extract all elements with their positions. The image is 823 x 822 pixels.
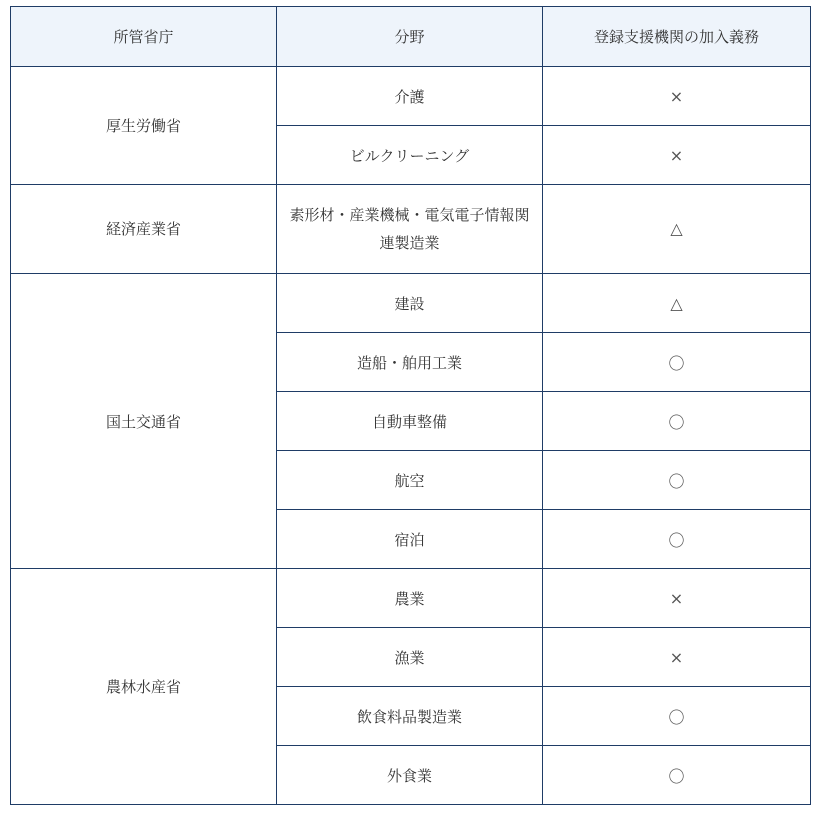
registration-support-table <box>10 6 811 805</box>
header-ministry: 所管省庁 <box>11 7 277 67</box>
header-obligation: 登録支援機関の加入義務 <box>543 7 811 67</box>
obligation-mark: 〇 <box>543 451 811 510</box>
field-cell: 航空 <box>277 451 543 510</box>
obligation-mark: × <box>543 628 811 687</box>
obligation-mark: △ <box>543 185 811 274</box>
field-cell: ビルクリーニング <box>277 126 543 185</box>
field-cell: 建設 <box>277 274 543 333</box>
obligation-mark: × <box>543 126 811 185</box>
obligation-mark: 〇 <box>543 510 811 569</box>
table-row <box>11 67 811 126</box>
ministry-cell: 経済産業省 <box>11 185 277 274</box>
header-field: 分野 <box>277 7 543 67</box>
field-cell: 漁業 <box>277 628 543 687</box>
ministry-cell: 厚生労働省 <box>11 67 277 185</box>
ministry-cell: 農林水産省 <box>11 569 277 805</box>
table-row <box>11 569 811 628</box>
field-cell: 介護 <box>277 67 543 126</box>
obligation-mark: 〇 <box>543 746 811 805</box>
obligation-mark: × <box>543 67 811 126</box>
field-cell: 宿泊 <box>277 510 543 569</box>
field-cell: 外食業 <box>277 746 543 805</box>
obligation-mark: × <box>543 569 811 628</box>
obligation-mark: 〇 <box>543 333 811 392</box>
field-cell: 飲食料品製造業 <box>277 687 543 746</box>
field-cell: 造船・舶用工業 <box>277 333 543 392</box>
table-row <box>11 185 811 274</box>
field-cell: 素形材・産業機械・電気電子情報関連製造業 <box>277 185 543 274</box>
obligation-mark: 〇 <box>543 687 811 746</box>
ministry-cell: 国土交通省 <box>11 274 277 569</box>
table-row <box>11 274 811 333</box>
header-row <box>11 7 811 67</box>
obligation-mark: 〇 <box>543 392 811 451</box>
field-cell: 農業 <box>277 569 543 628</box>
obligation-mark: △ <box>543 274 811 333</box>
field-cell: 自動車整備 <box>277 392 543 451</box>
